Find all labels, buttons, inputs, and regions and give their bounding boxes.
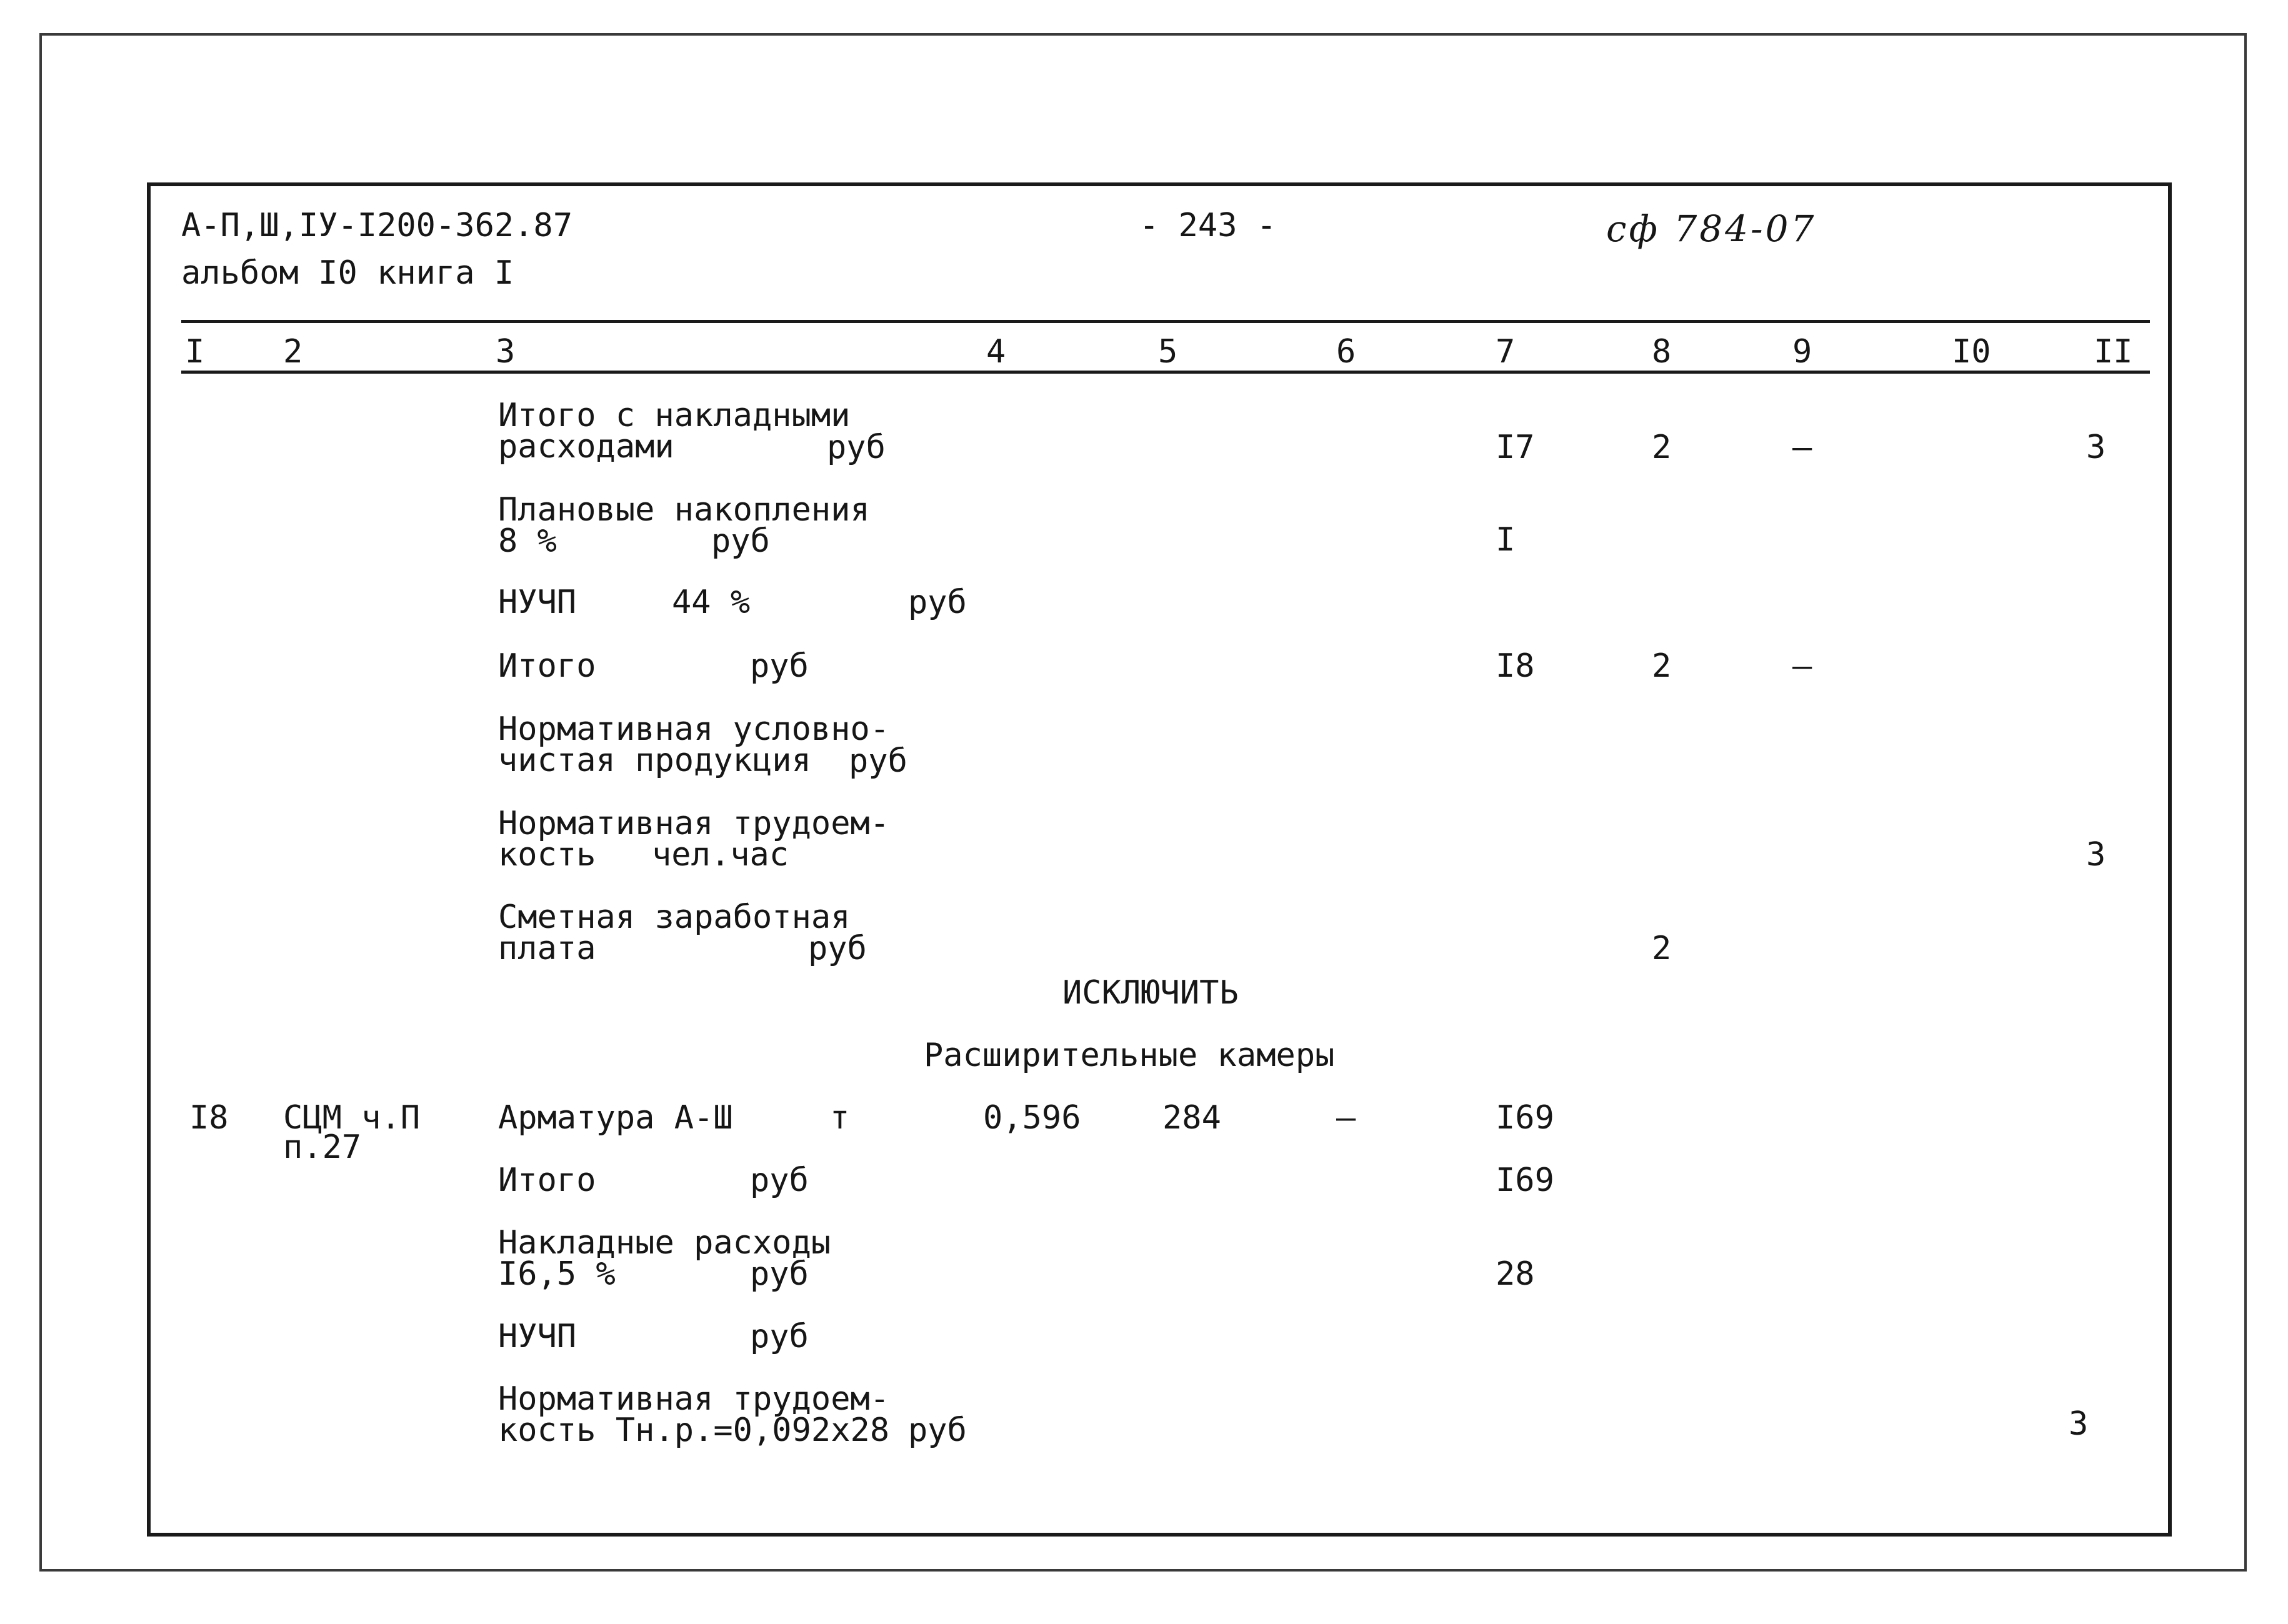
column-header-11: II bbox=[2094, 333, 2133, 371]
row-rebar-name: Арматура А-Ш bbox=[498, 1099, 733, 1137]
row-estimated-wage-label-cont: плата bbox=[498, 930, 596, 967]
row-labor-norm-col11: 3 bbox=[2069, 1405, 2089, 1443]
row-net-production-unit: руб bbox=[849, 742, 907, 780]
row-labor-intensity-col11: 3 bbox=[2086, 836, 2106, 874]
row-nuchp2-label: НУЧП bbox=[498, 1318, 577, 1355]
row-estimated-wage-label: Сметная заработная bbox=[498, 899, 851, 936]
row-labor-norm-unit: руб bbox=[908, 1412, 967, 1449]
row-rebar-col2-ref: СЦМ ч.П bbox=[283, 1099, 421, 1137]
row-labor-intensity-label-cont: кость bbox=[498, 836, 596, 874]
row-labor-intensity-unit: чел.час bbox=[652, 836, 789, 874]
row-rebar-col5: 284 bbox=[1162, 1099, 1221, 1137]
row-planned-savings-col7: I bbox=[1496, 521, 1516, 559]
row-nuchp-unit: руб bbox=[908, 584, 967, 621]
row-rebar-col1: I8 bbox=[189, 1099, 229, 1137]
row-net-production-label: Нормативная условно- чистая продукция bbox=[498, 710, 890, 779]
header-bottom-rule bbox=[181, 371, 2150, 374]
column-header-10: I0 bbox=[1952, 333, 1991, 371]
column-header-9: 9 bbox=[1792, 333, 1812, 371]
row-estimated-wage-unit: руб bbox=[808, 930, 867, 967]
row-rebar-col7: I69 bbox=[1496, 1099, 1554, 1137]
document-code: А-П,Ш,IУ-I200-362.87 bbox=[181, 207, 573, 244]
row-labor-norm-label: Нормативная трудоем- bbox=[498, 1380, 890, 1418]
row-rebar-col4: 0,596 bbox=[983, 1099, 1081, 1137]
row-total-overhead-col7: I7 bbox=[1496, 429, 1535, 466]
row-overhead-percent: I6,5 % bbox=[498, 1255, 616, 1293]
row-total-overhead-unit: руб bbox=[827, 429, 886, 466]
row-planned-savings-label: Плановые накопления bbox=[498, 491, 870, 529]
row-total-overhead-col11: 3 bbox=[2086, 429, 2106, 466]
row-rebar-total-unit: руб bbox=[750, 1162, 809, 1199]
column-header-7: 7 bbox=[1496, 333, 1516, 371]
row-overhead-col7: 28 bbox=[1496, 1255, 1535, 1293]
row-labor-norm-formula: кость Тн.р.=0,092x28 bbox=[498, 1412, 890, 1449]
row-total-overhead-col8: 2 bbox=[1652, 429, 1672, 466]
document-frame bbox=[147, 182, 2172, 1537]
row-rebar-total-col7: I69 bbox=[1496, 1162, 1554, 1199]
row-overhead-label: Накладные расходы bbox=[498, 1224, 831, 1262]
row-total-overhead-label: Итого с накладными расходами bbox=[498, 397, 851, 466]
album-label: альбом I0 книга I bbox=[181, 254, 514, 292]
column-header-4: 4 bbox=[986, 333, 1006, 371]
column-header-8: 8 bbox=[1652, 333, 1672, 371]
row-subtotal-unit: руб bbox=[750, 647, 809, 685]
row-subtotal-col7: I8 bbox=[1496, 647, 1535, 685]
row-estimated-wage-col8: 2 bbox=[1652, 930, 1672, 967]
row-rebar-unit: т bbox=[830, 1099, 850, 1137]
column-header-3: 3 bbox=[496, 333, 516, 371]
row-rebar-total-label: Итого bbox=[498, 1162, 596, 1199]
row-nuchp2-unit: руб bbox=[750, 1318, 809, 1355]
row-planned-savings-unit: руб bbox=[711, 522, 770, 560]
row-nuchp-percent: 44 % bbox=[672, 584, 751, 621]
row-nuchp-label: НУЧП bbox=[498, 584, 577, 621]
row-planned-savings-percent: 8 % bbox=[498, 522, 557, 560]
row-subtotal-label: Итого bbox=[498, 647, 596, 685]
exclude-heading: ИСКЛЮЧИТЬ bbox=[1062, 974, 1239, 1012]
header-top-rule bbox=[181, 320, 2150, 323]
row-subtotal-col9: – bbox=[1792, 647, 1812, 685]
column-header-1: I bbox=[185, 333, 205, 371]
row-subtotal-col8: 2 bbox=[1652, 647, 1672, 685]
column-header-6: 6 bbox=[1336, 333, 1356, 371]
row-labor-intensity-label: Нормативная трудоем- bbox=[498, 805, 890, 842]
row-overhead-unit: руб bbox=[750, 1255, 809, 1293]
page-number: - 243 - bbox=[1139, 207, 1277, 244]
row-total-overhead-col9: – bbox=[1792, 429, 1812, 466]
handwritten-stamp: сф 784-07 bbox=[1606, 207, 1817, 250]
row-rebar-col2-item: п.27 bbox=[283, 1128, 362, 1166]
row-rebar-col6: – bbox=[1336, 1099, 1356, 1137]
column-header-5: 5 bbox=[1158, 333, 1178, 371]
section-heading: Расширительные камеры bbox=[924, 1037, 1335, 1074]
column-header-2: 2 bbox=[283, 333, 303, 371]
